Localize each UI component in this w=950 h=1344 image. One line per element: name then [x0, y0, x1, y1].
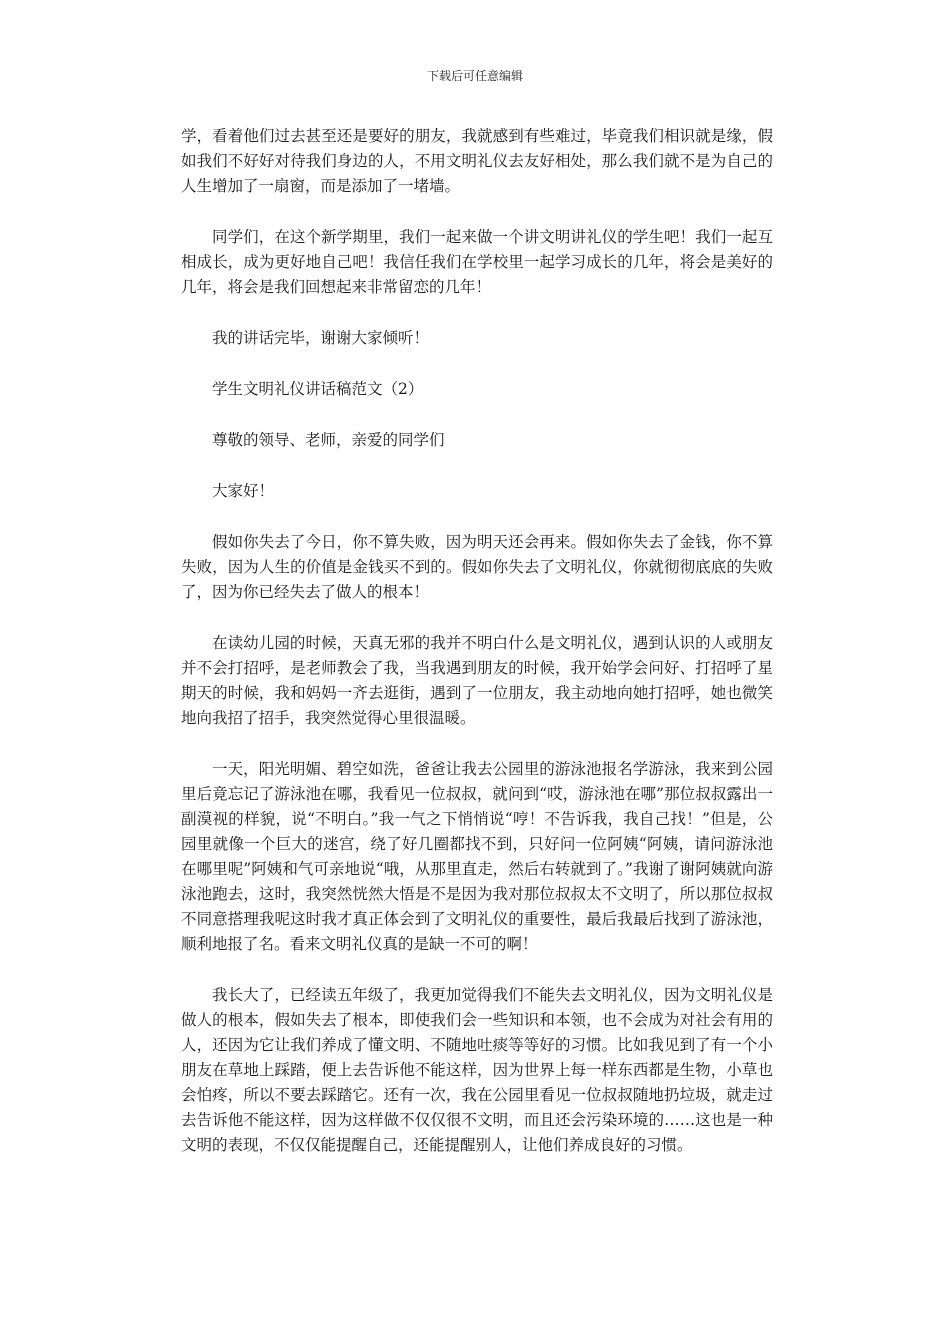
paragraph-fifth-grade: 我长大了，已经读五年级了，我更加觉得我们不能失去文明礼仪，因为文明礼仪是做人的根本，假如失去了根本，即使我们会一些知识和本领，也不会成为对社会有用的人，还因为它让我们养成了懂文明、不随地吐痰等等好的习惯。比如我见到了有一个小朋友在草地上踩踏，便上去告诉他不能这样，因为世界上每一样东西都是生物，小草也会怕疼，所以不要去踩踏它。还有一次，我在公园里看见一位叔叔随地扔垃圾，就走过去告诉他不能这样，因为这样做不仅仅很不文明，而且还会污染环境的……这也是一种文明的表现，不仅仅能提醒自己，还能提醒别人，让他们养成良好的习惯。 — [181, 986, 773, 1154]
section-title: 学生文明礼仪讲话稿范文（2） — [212, 380, 424, 398]
paragraph-closing: 我的讲话完毕，谢谢大家倾听！ — [212, 329, 430, 347]
salutation: 尊敬的领导、老师，亲爱的同学们 — [212, 431, 445, 449]
paragraph-loss: 假如你失去了今日，你不算失败，因为明天还会再来。假如你失去了金钱，你不算失败，因为人生的价值是金钱买不到的。假如你失去了文明礼仪，你就彻彻底底的失败了，因为你已经失去了做人的根本！ — [181, 533, 773, 601]
paragraph-continuation: 学，看着他们过去甚至还是要好的朋友，我就感到有些难过，毕竟我们相识就是缘，假如我们不好好对待我们身边的人，不用文明礼仪去友好相处，那么我们就不是为自己的人生增加了一扇窗，而是添加了一堵墙。 — [181, 127, 773, 195]
paragraph-swimming-pool: 一天，阳光明媚、碧空如洗，爸爸让我去公园里的游泳池报名学游泳，我来到公园里后竟忘记了游泳池在哪，我看见一位叔叔，就问到“哎，游泳池在哪”那位叔叔露出一副漠视的样貌，说“不明白。”我一气之下悄悄说“哼！不告诉我，我自己找！”但是，公园里就像一个巨大的迷宫，绕了好几圈都找不到，只好问一位阿姨“阿姨，请问游泳池在哪里呢”阿姨和气可亲地说“哦，从那里直走，然后右转就到了。”我谢了谢阿姨就向游泳池跑去，这时，我突然恍然大悟是不是因为我对那位叔叔太不文明了，所以那位叔叔不同意搭理我呢这时我才真正体会到了文明礼仪的重要性，最后我最后找到了游泳池，顺利地报了名。看来文明礼仪真的是缺一不可的啊！ — [181, 760, 773, 953]
page-header-note: 下载后可任意编辑 — [426, 69, 523, 83]
paragraph-kindergarten: 在读幼儿园的时候，天真无邪的我并不明白什么是文明礼仪，遇到认识的人或朋友并不会打招呼，是老师教会了我，当我遇到朋友的时候，我开始学会问好、打招呼了星期天的时候，我和妈妈一齐去逛街，遇到了一位朋友，我主动地向她打招呼，她也微笑地向我招了招手，我突然觉得心里很温暖。 — [181, 634, 773, 727]
document-body — [181, 124, 773, 1184]
paragraph-new-semester: 同学们，在这个新学期里，我们一起来做一个讲文明讲礼仪的学生吧！我们一起互相成长，成为更好地自己吧！我信任我们在学校里一起学习成长的几年，将会是美好的几年，将会是我们回想起来非常留恋的几年！ — [181, 228, 773, 296]
greeting: 大家好！ — [212, 482, 275, 500]
